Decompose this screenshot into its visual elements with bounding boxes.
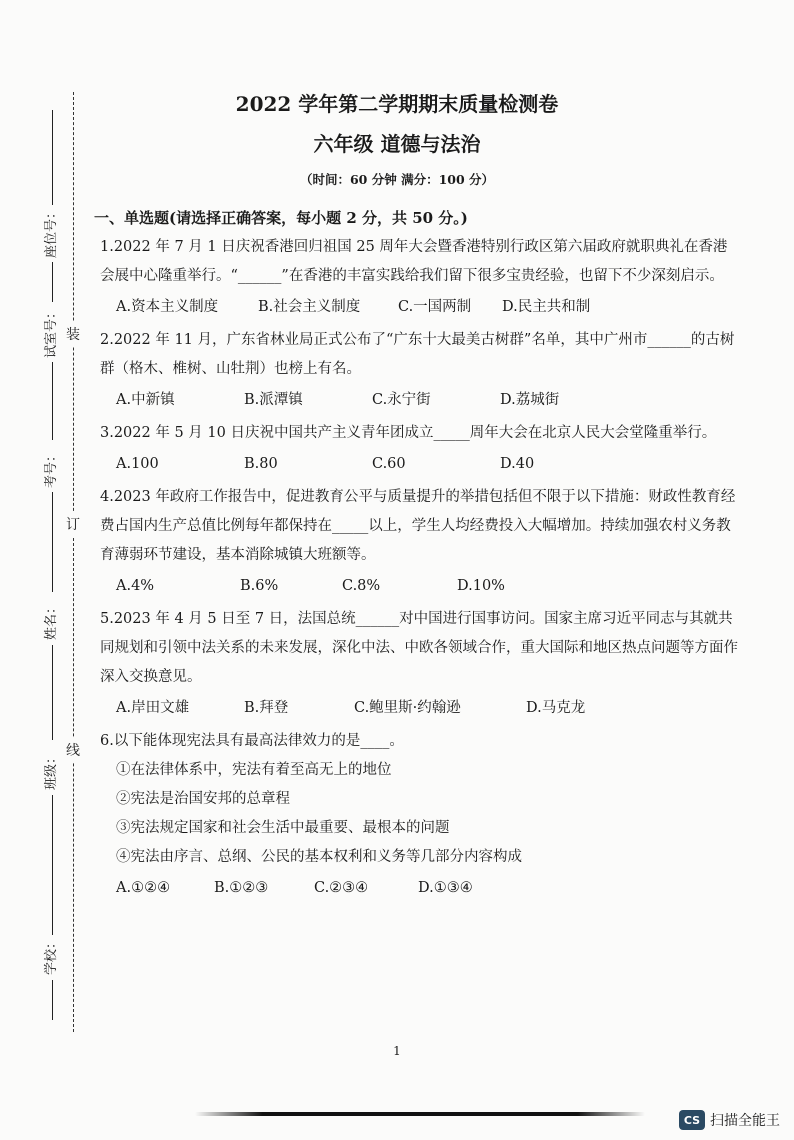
seat-label: 座位号： bbox=[44, 205, 59, 258]
option-a: A.4% bbox=[116, 578, 155, 594]
exam-subtitle: 六年级 道德与法治 bbox=[313, 132, 481, 156]
room-line bbox=[52, 262, 53, 302]
option-b: B.拜登 bbox=[244, 700, 289, 716]
options bbox=[116, 572, 740, 601]
option-d: D.40 bbox=[500, 456, 535, 472]
question-stem: 5.2023 年 4 月 5 日至 7 日，法国总统______对中国进行国事访问。国家主席习近平同志与其就共同规划和引领中法关系的未来发展，深化中法、中欧各领域合作，重大国际和地区热点问题等方面作深入交换意见。 bbox=[100, 611, 738, 685]
name-line bbox=[52, 645, 53, 740]
question-4 bbox=[100, 483, 740, 601]
option-c: C.②③④ bbox=[314, 880, 369, 896]
option-d: D.荔城街 bbox=[500, 392, 560, 408]
question-stem: 2.2022 年 11 月，广东省林业局正式公布了“广东十大最美古树群”名单，其中广州市______的古树群（格木、椎树、山牡荆）也榜上有名。 bbox=[100, 332, 735, 377]
section-heading: 一、单选题(请选择正确答案，每小题 2 分，共 50 分。) bbox=[94, 209, 468, 227]
question-5 bbox=[100, 605, 740, 723]
examno-line bbox=[52, 362, 53, 440]
option-c: C.一国两制 bbox=[398, 299, 472, 315]
question-stem: 3.2022 年 5 月 10 日庆祝中国共产主义青年团成立_____周年大会在北京人民大会堂隆重举行。 bbox=[100, 425, 717, 441]
option-d: D.马克龙 bbox=[526, 700, 586, 716]
option-c: C.永宁街 bbox=[372, 392, 431, 408]
options bbox=[116, 293, 740, 322]
class-label: 班级： bbox=[44, 750, 59, 790]
question-6 bbox=[100, 727, 740, 903]
name-label: 姓名： bbox=[44, 600, 59, 640]
exam-title: 2022 学年第二学期期末质量检测卷 bbox=[235, 92, 559, 116]
option-a: A.资本主义制度 bbox=[116, 299, 219, 315]
question-stem: 1.2022 年 7 月 1 日庆祝香港回归祖国 25 周年大会暨香港特别行政区第六届政府就职典礼在香港会展中心隆重举行。“______”在香港的丰富实践给我们留下很多宝贵经验，也留下不少深刻启示。 bbox=[100, 239, 728, 284]
question-area bbox=[94, 204, 740, 907]
class-line bbox=[52, 795, 53, 935]
option-d: D.①③④ bbox=[418, 880, 473, 896]
option-a: A.中新镇 bbox=[116, 392, 175, 408]
option-b: B.①②③ bbox=[214, 880, 269, 896]
cut-char-ding: 订 bbox=[66, 512, 80, 536]
scan-edge-stroke bbox=[195, 1112, 645, 1116]
statement: ③宪法规定国家和社会生活中最重要、最根本的问题 bbox=[116, 820, 450, 836]
option-d: D.10% bbox=[457, 578, 505, 594]
cut-line bbox=[73, 92, 74, 1032]
option-c: C.60 bbox=[372, 456, 406, 472]
question-stem: 4.2023 年政府工作报告中，促进教育公平与质量提升的举措包括但不限于以下措施：财政性教育经费占国内生产总值比例每年都保持在_____以上，学生人均经费投入大幅增加。持续加强农村义务教育薄弱环节建设，基本消除城镇大班额等。 bbox=[100, 489, 736, 563]
option-a: A.①②④ bbox=[116, 880, 171, 896]
options bbox=[116, 450, 740, 479]
question-2 bbox=[100, 326, 740, 415]
scanner-brand-name: 扫描全能王 bbox=[710, 1113, 780, 1129]
option-c: C.鲍里斯·约翰逊 bbox=[354, 700, 461, 716]
question-3 bbox=[100, 419, 740, 479]
option-b: B.80 bbox=[244, 456, 278, 472]
option-b: B.派潭镇 bbox=[244, 392, 303, 408]
room-label: 试室号： bbox=[44, 305, 59, 358]
camscanner-logo-icon: CS bbox=[679, 1110, 705, 1130]
seat-line bbox=[52, 110, 53, 205]
option-c: C.8% bbox=[342, 578, 381, 594]
option-d: D.民主共和制 bbox=[502, 299, 591, 315]
statement: ①在法律体系中，宪法有着至高无上的地位 bbox=[116, 762, 392, 778]
page-number: 1 bbox=[393, 1044, 401, 1058]
school-label: 学校： bbox=[44, 935, 59, 975]
statement: ④宪法由序言、总纲、公民的基本权利和义务等几部分内容构成 bbox=[116, 849, 522, 865]
examno-line-2 bbox=[52, 492, 53, 592]
option-b: B.社会主义制度 bbox=[258, 299, 361, 315]
question-stem: 6.以下能体现宪法具有最高法律效力的是____。 bbox=[100, 733, 404, 749]
school-line bbox=[52, 980, 53, 1020]
option-a: A.100 bbox=[116, 456, 159, 472]
question-1 bbox=[100, 233, 740, 322]
options bbox=[116, 386, 740, 415]
examno-label: 考号： bbox=[44, 448, 59, 488]
options bbox=[116, 694, 740, 723]
cut-char-zhuang: 装 bbox=[66, 322, 80, 346]
options bbox=[116, 874, 740, 903]
option-b: B.6% bbox=[240, 578, 279, 594]
cut-char-xian: 线 bbox=[66, 738, 80, 762]
statement: ②宪法是治国安邦的总章程 bbox=[116, 791, 290, 807]
exam-meta: （时间：60 分钟 满分：100 分） bbox=[299, 172, 495, 187]
option-a: A.岸田文雄 bbox=[116, 700, 190, 716]
scanner-watermark bbox=[679, 1110, 780, 1130]
